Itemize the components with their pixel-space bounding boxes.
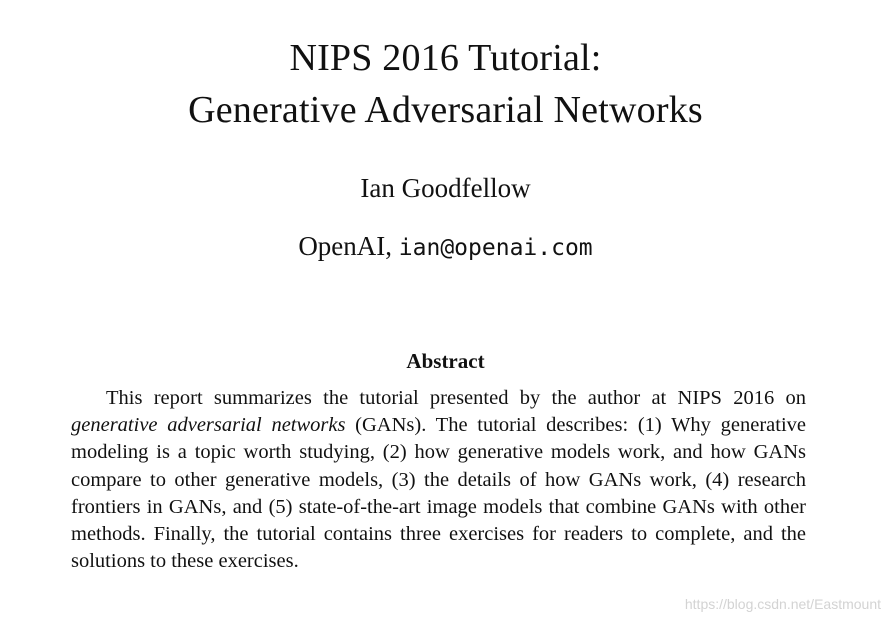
author-name: Ian Goodfellow [360,173,531,203]
abstract-emphasis: generative adversarial networks [71,414,346,437]
affiliation-text: OpenAI, [298,231,393,261]
paper-title-line-1: NIPS 2016 Tutorial: [289,37,602,79]
author-email: ian@openai.com [398,235,593,261]
author-affiliation [0,229,891,265]
abstract-body [71,385,806,575]
paper-title [0,32,891,136]
paper-title-line-2: Generative Adversarial Networks [188,89,703,131]
abstract-heading: Abstract [406,349,485,373]
abstract-text-before: This report summarizes the tutorial presented by the author at NIPS 2016 on [106,387,806,409]
abstract-text-after: (GANs). The tutorial describes: (1) Why generative modeling is a topic worth studying, (2) how generative models work, and how GANs compare to other generative models, (3) the details of how GANs work, (4) research frontiers in GANs, and (5) state-of-the-art image models that combine GANs with other methods. Finally, the tutorial contains three exercises for readers to complete, and the solutions to these exercises. [71,414,806,573]
watermark: https://blog.csdn.net/Eastmount [684,596,881,612]
